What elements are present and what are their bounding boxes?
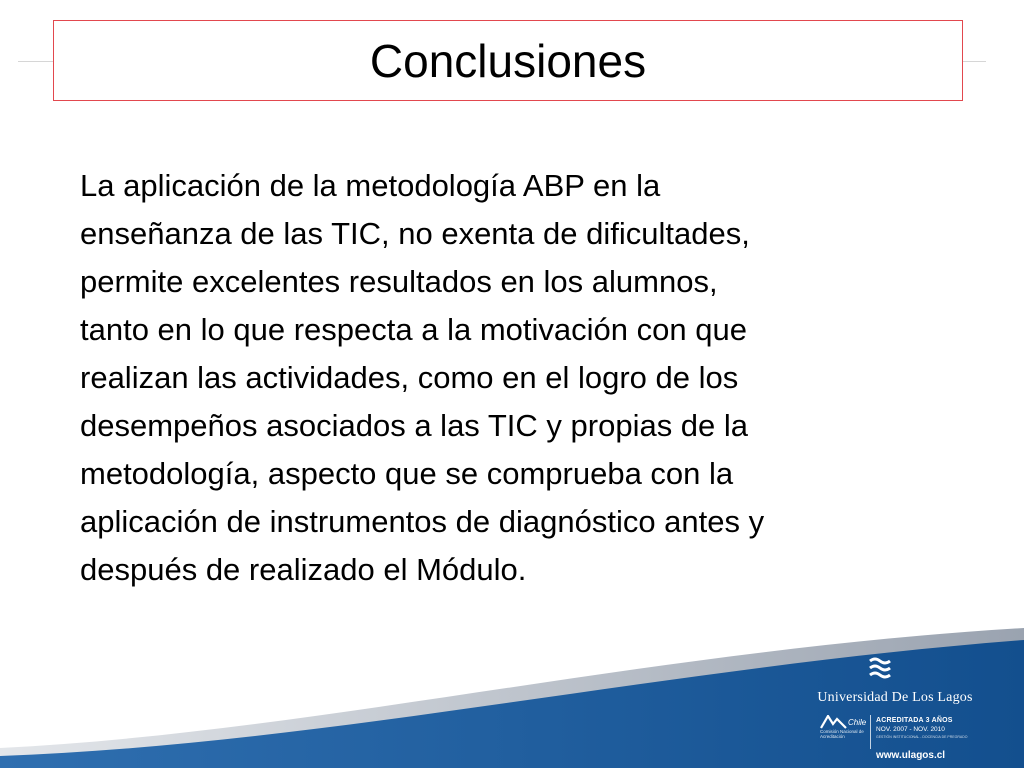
agency-logo (820, 715, 868, 747)
body-line: aplicación de instrumentos de diagnóstico antes y (80, 504, 765, 539)
body-line: La aplicación de la metodología ABP en la (80, 168, 661, 203)
slide-title: Conclusiones (369, 34, 647, 87)
body-paragraph (80, 162, 980, 594)
agency-name: Comisión Nacional de Acreditación (820, 729, 864, 739)
waves-crest-icon (868, 655, 892, 681)
website-link[interactable]: www.ulagos.cl (876, 750, 946, 761)
accreditation-divider (870, 715, 871, 749)
body-line: permite excelentes resultados en los alumnos, (80, 264, 718, 299)
university-name: Universidad De Los Lagos (817, 690, 973, 705)
body-line: después de realizado el Módulo. (80, 552, 527, 587)
accreditation-info (876, 717, 986, 739)
agency-logo-label: Chile (848, 718, 867, 727)
accreditation-main: ACREDITADA 3 AÑOS (876, 717, 953, 724)
title-box (53, 20, 963, 101)
body-line: realizan las actividades, como en el logro de los (80, 360, 739, 395)
body-line: tanto en lo que respecta a la motivación con que (80, 312, 747, 347)
university-logo-block (800, 655, 990, 765)
agency-logo-icon (820, 715, 848, 729)
body-line: metodología, aspecto que se comprueba con la (80, 456, 734, 491)
body-line: desempeños asociados a las TIC y propias de la (80, 408, 749, 443)
accreditation-note: GESTIÓN INSTITUCIONAL - DOCENCIA DE PREGRADO (876, 735, 968, 739)
body-line: enseñanza de las TIC, no exenta de dificultades, (80, 216, 750, 251)
accreditation-period: NOV. 2007 - NOV. 2010 (876, 726, 945, 733)
